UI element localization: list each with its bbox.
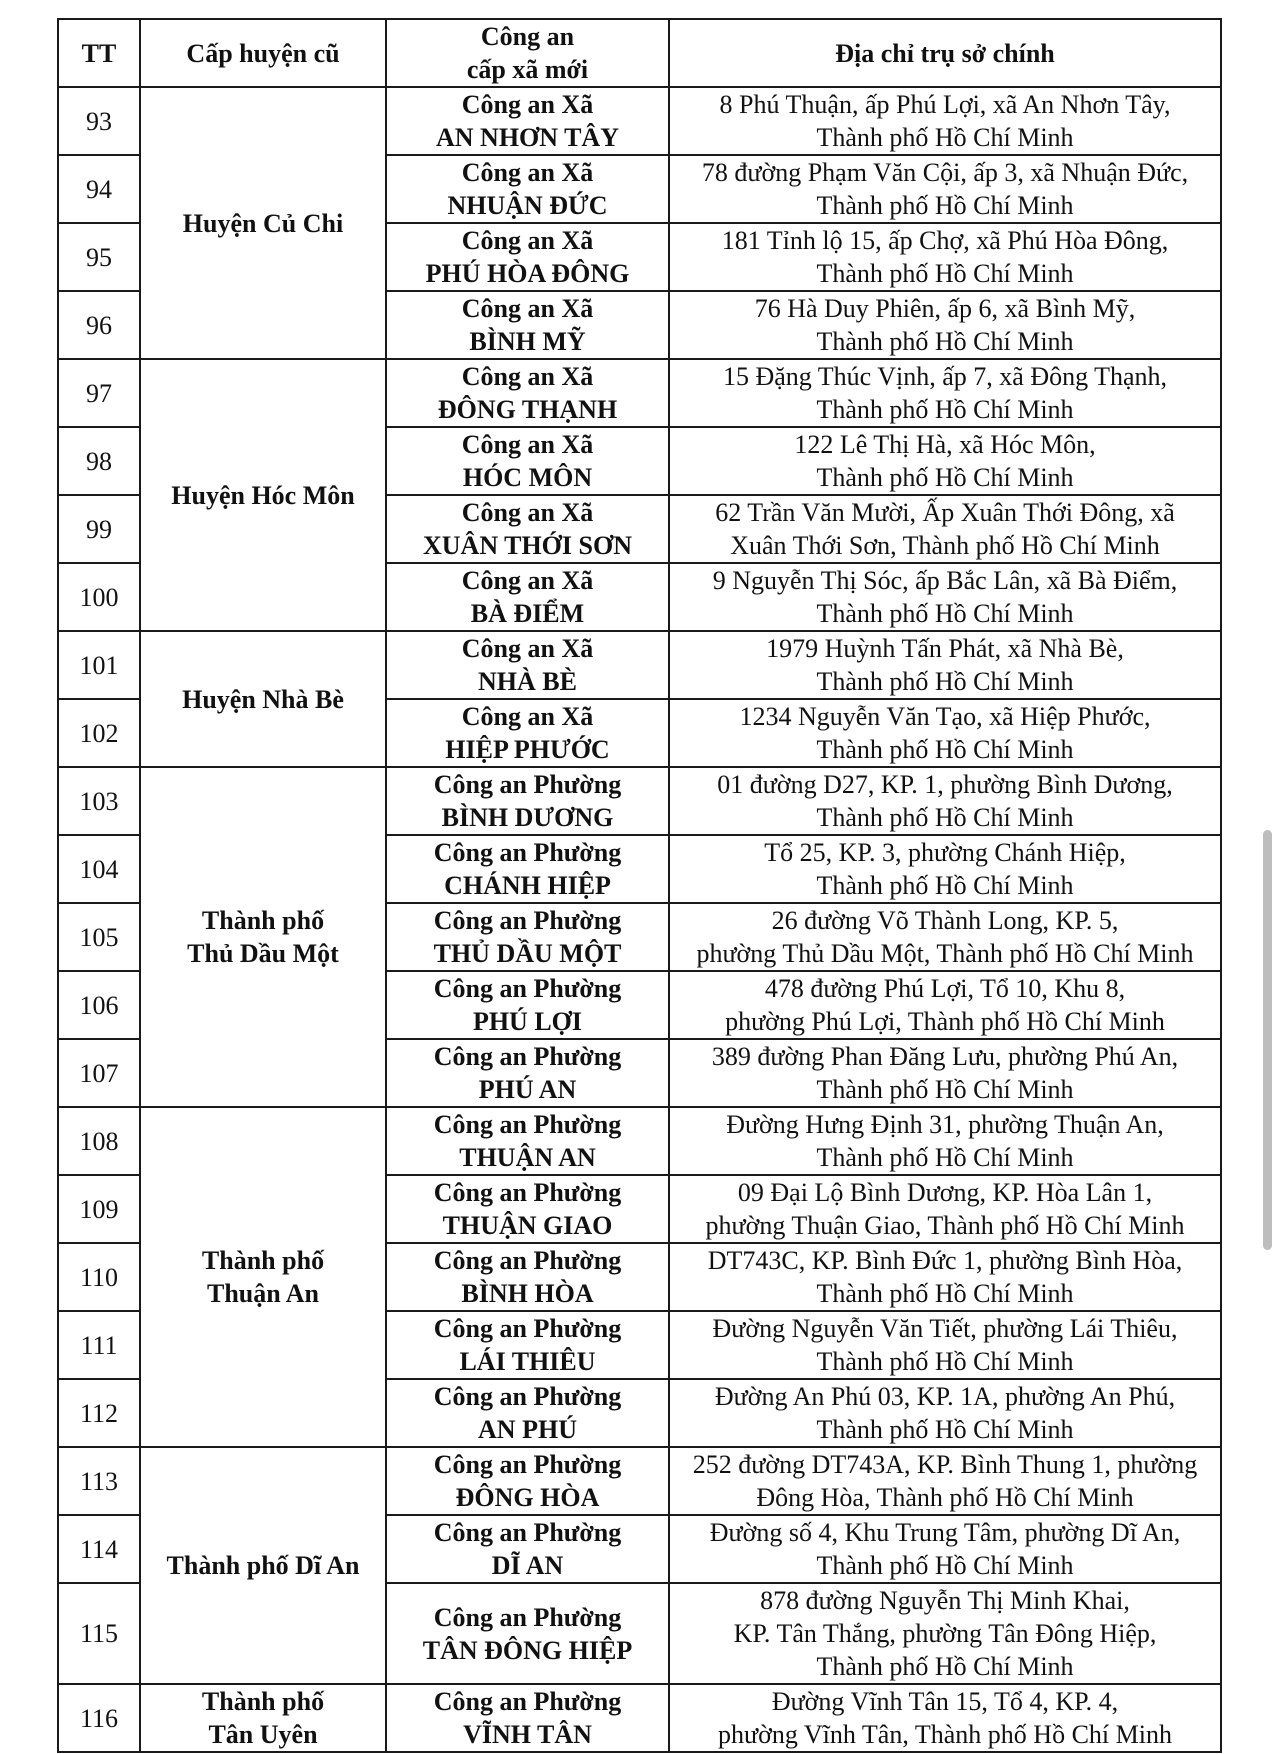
address-line: Thành phố Hồ Chí Minh xyxy=(816,1143,1074,1172)
scrollbar-thumb[interactable] xyxy=(1263,830,1272,1250)
row-number: 99 xyxy=(58,495,140,563)
row-number: 110 xyxy=(58,1243,140,1311)
unit-name: DĨ AN xyxy=(491,1551,564,1580)
new-unit-cell xyxy=(386,1515,669,1583)
row-number: 112 xyxy=(58,1379,140,1447)
address-line: Thành phố Hồ Chí Minh xyxy=(816,1652,1074,1681)
address-line: Thành phố Hồ Chí Minh xyxy=(816,735,1074,764)
row-number: 101 xyxy=(58,631,140,699)
unit-type: Công an Xã xyxy=(461,498,594,527)
address-line: 181 Tỉnh lộ 15, ấp Chợ, xã Phú Hòa Đông, xyxy=(721,226,1169,255)
unit-name: NHÀ BÈ xyxy=(478,667,577,696)
address-line: 78 đường Phạm Văn Cội, ấp 3, xã Nhuận Đức, xyxy=(701,158,1189,187)
address-line: 122 Lê Thị Hà, xã Hóc Môn, xyxy=(794,430,1096,459)
unit-name: BÌNH MỸ xyxy=(469,327,586,356)
address-cell xyxy=(669,1515,1221,1583)
address-cell xyxy=(669,359,1221,427)
new-unit-cell xyxy=(386,699,669,767)
unit-name: PHÚ HÒA ĐÔNG xyxy=(425,259,630,288)
address-line: Thành phố Hồ Chí Minh xyxy=(816,123,1074,152)
new-unit-cell xyxy=(386,1107,669,1175)
address-line: 09 Đại Lộ Bình Dương, KP. Hòa Lân 1, xyxy=(737,1178,1153,1207)
address-line: phường Phú Lợi, Thành phố Hồ Chí Minh xyxy=(725,1007,1165,1036)
address-line: Thành phố Hồ Chí Minh xyxy=(816,803,1074,832)
address-cell xyxy=(669,1379,1221,1447)
new-unit-cell xyxy=(386,1243,669,1311)
new-unit-cell xyxy=(386,903,669,971)
new-unit-cell xyxy=(386,291,669,359)
address-line: Tổ 25, KP. 3, phường Chánh Hiệp, xyxy=(764,838,1126,867)
old-district-cell xyxy=(140,359,386,631)
address-line: Đường Nguyễn Văn Tiết, phường Lái Thiêu, xyxy=(712,1314,1178,1343)
address-line: Đường An Phú 03, KP. 1A, phường An Phú, xyxy=(714,1382,1176,1411)
unit-type: Công an Phường xyxy=(433,838,622,867)
address-line: 9 Nguyễn Thị Sóc, ấp Bắc Lân, xã Bà Điểm, xyxy=(712,566,1178,595)
old-district-cell xyxy=(140,631,386,767)
address-line: 389 đường Phan Đăng Lưu, phường Phú An, xyxy=(711,1042,1179,1071)
unit-name: LÁI THIÊU xyxy=(459,1347,596,1376)
row-number: 113 xyxy=(58,1447,140,1515)
address-cell xyxy=(669,971,1221,1039)
unit-type: Công an Xã xyxy=(461,90,594,119)
unit-name: THUẬN AN xyxy=(459,1143,596,1172)
table-row xyxy=(58,631,1221,699)
row-number: 103 xyxy=(58,767,140,835)
new-unit-cell xyxy=(386,767,669,835)
address-line: Đông Hòa, Thành phố Hồ Chí Minh xyxy=(756,1483,1134,1512)
new-unit-cell xyxy=(386,1684,669,1752)
new-unit-cell xyxy=(386,1311,669,1379)
unit-name: PHÚ LỢI xyxy=(472,1007,583,1036)
address-line: Thành phố Hồ Chí Minh xyxy=(816,871,1074,900)
old-district-line1: Thành phố xyxy=(201,906,325,935)
address-cell xyxy=(669,699,1221,767)
old-district-line2: Thuận An xyxy=(206,1279,320,1308)
row-number: 98 xyxy=(58,427,140,495)
address-cell xyxy=(669,631,1221,699)
unit-name: BÌNH HÒA xyxy=(461,1279,594,1308)
new-unit-cell xyxy=(386,359,669,427)
new-unit-cell xyxy=(386,87,669,155)
unit-type: Công an Xã xyxy=(461,294,594,323)
address-line: 01 đường D27, KP. 1, phường Bình Dương, xyxy=(717,770,1173,799)
table-header-row xyxy=(58,19,1221,87)
new-unit-cell xyxy=(386,631,669,699)
address-line: Thành phố Hồ Chí Minh xyxy=(816,395,1074,424)
address-cell xyxy=(669,87,1221,155)
address-line: 26 đường Võ Thành Long, KP. 5, xyxy=(771,906,1119,935)
address-line: Xuân Thới Sơn, Thành phố Hồ Chí Minh xyxy=(730,531,1160,560)
address-line: phường Vĩnh Tân, Thành phố Hồ Chí Minh xyxy=(718,1720,1172,1749)
address-cell xyxy=(669,427,1221,495)
unit-type: Công an Xã xyxy=(461,226,594,255)
address-cell xyxy=(669,563,1221,631)
address-line: Thành phố Hồ Chí Minh xyxy=(816,191,1074,220)
unit-type: Công an Phường xyxy=(433,1246,622,1275)
police-address-table xyxy=(57,18,1222,1753)
unit-name: BÀ ĐIỂM xyxy=(470,599,585,628)
unit-type: Công an Phường xyxy=(433,1687,622,1716)
new-unit-cell xyxy=(386,1583,669,1684)
old-district-line2: Thủ Dầu Một xyxy=(187,939,339,968)
address-line: phường Thuận Giao, Thành phố Hồ Chí Minh xyxy=(705,1211,1185,1240)
document-page xyxy=(57,18,1220,1753)
unit-name: PHÚ AN xyxy=(478,1075,577,1104)
row-number: 107 xyxy=(58,1039,140,1107)
address-line: Thành phố Hồ Chí Minh xyxy=(816,1279,1074,1308)
address-line: 8 Phú Thuận, ấp Phú Lợi, xã An Nhơn Tây, xyxy=(719,90,1171,119)
row-number: 115 xyxy=(58,1583,140,1684)
address-line: Đường số 4, Khu Trung Tâm, phường Dĩ An, xyxy=(709,1518,1181,1547)
unit-name: ĐÔNG THẠNH xyxy=(437,395,618,424)
table-row xyxy=(58,1107,1221,1175)
address-cell xyxy=(669,1039,1221,1107)
unit-name: ĐÔNG HÒA xyxy=(455,1483,600,1512)
address-cell xyxy=(669,1684,1221,1752)
unit-name: AN PHÚ xyxy=(478,1415,577,1444)
unit-type: Công an Phường xyxy=(433,1314,622,1343)
unit-name: TÂN ĐÔNG HIỆP xyxy=(422,1635,633,1665)
address-cell xyxy=(669,155,1221,223)
address-cell xyxy=(669,767,1221,835)
address-line: Thành phố Hồ Chí Minh xyxy=(816,1415,1074,1444)
unit-type: Công an Phường xyxy=(433,1110,622,1139)
unit-type: Công an Phường xyxy=(433,1382,622,1411)
address-line: Đường Vĩnh Tân 15, Tổ 4, KP. 4, xyxy=(771,1687,1119,1716)
address-line: DT743C, KP. Bình Đức 1, phường Bình Hòa, xyxy=(707,1246,1183,1275)
new-unit-cell xyxy=(386,1039,669,1107)
old-district-cell xyxy=(140,1107,386,1447)
address-cell xyxy=(669,835,1221,903)
new-unit-cell xyxy=(386,223,669,291)
unit-type: Công an Xã xyxy=(461,634,594,663)
row-number: 96 xyxy=(58,291,140,359)
address-line: Thành phố Hồ Chí Minh xyxy=(816,1551,1074,1580)
row-number: 102 xyxy=(58,699,140,767)
table-row xyxy=(58,359,1221,427)
new-unit-cell xyxy=(386,835,669,903)
unit-type: Công an Phường xyxy=(433,906,622,935)
unit-type: Công an Phường xyxy=(433,1178,622,1207)
old-district-cell xyxy=(140,1684,386,1752)
old-district-cell xyxy=(140,767,386,1107)
address-line: 76 Hà Duy Phiên, ấp 6, xã Bình Mỹ, xyxy=(754,294,1136,323)
new-unit-cell xyxy=(386,495,669,563)
unit-type: Công an Xã xyxy=(461,158,594,187)
header-old-district: Cấp huyện cũ xyxy=(140,19,386,87)
unit-name: HÓC MÔN xyxy=(462,463,593,492)
unit-name: BÌNH DƯƠNG xyxy=(441,803,614,832)
address-line: Thành phố Hồ Chí Minh xyxy=(816,667,1074,696)
old-district-line1: Thành phố xyxy=(201,1687,325,1716)
address-line: Thành phố Hồ Chí Minh xyxy=(816,1347,1074,1376)
address-cell xyxy=(669,903,1221,971)
old-district-line1: Huyện Củ Chi xyxy=(182,208,344,238)
row-number: 104 xyxy=(58,835,140,903)
header-new-unit-line1: Công an xyxy=(480,22,575,51)
unit-name: VĨNH TÂN xyxy=(463,1720,592,1749)
table-body xyxy=(58,87,1221,1752)
unit-type: Công an Phường xyxy=(433,1450,622,1479)
address-cell xyxy=(669,1175,1221,1243)
new-unit-cell xyxy=(386,971,669,1039)
row-number: 100 xyxy=(58,563,140,631)
address-line: phường Thủ Dầu Một, Thành phố Hồ Chí Minh xyxy=(696,939,1194,968)
address-line: 15 Đặng Thúc Vịnh, ấp 7, xã Đông Thạnh, xyxy=(722,362,1168,391)
unit-type: Công an Phường xyxy=(433,770,622,799)
row-number: 114 xyxy=(58,1515,140,1583)
address-cell xyxy=(669,1583,1221,1684)
address-cell xyxy=(669,1243,1221,1311)
row-number: 116 xyxy=(58,1684,140,1752)
old-district-cell xyxy=(140,1447,386,1684)
address-line: Thành phố Hồ Chí Minh xyxy=(816,327,1074,356)
address-cell xyxy=(669,1107,1221,1175)
header-new-unit xyxy=(386,19,669,87)
new-unit-cell xyxy=(386,1447,669,1515)
address-line: Đường Hưng Định 31, phường Thuận An, xyxy=(726,1110,1164,1139)
unit-name: THUẬN GIAO xyxy=(442,1211,613,1240)
unit-type: Công an Xã xyxy=(461,362,594,391)
new-unit-cell xyxy=(386,1379,669,1447)
row-number: 105 xyxy=(58,903,140,971)
header-tt: TT xyxy=(58,19,140,87)
old-district-line2: Tân Uyên xyxy=(208,1720,318,1749)
old-district-line1: Thành phố Dĩ An xyxy=(166,1551,360,1580)
table-row xyxy=(58,767,1221,835)
row-number: 93 xyxy=(58,87,140,155)
old-district-line1: Huyện Nhà Bè xyxy=(182,684,344,714)
unit-name: CHÁNH HIỆP xyxy=(444,871,611,900)
address-line: Thành phố Hồ Chí Minh xyxy=(816,1075,1074,1104)
table-row xyxy=(58,1447,1221,1515)
address-cell xyxy=(669,1311,1221,1379)
table-row xyxy=(58,87,1221,155)
address-cell xyxy=(669,1447,1221,1515)
address-line: Thành phố Hồ Chí Minh xyxy=(816,599,1074,628)
row-number: 111 xyxy=(58,1311,140,1379)
row-number: 106 xyxy=(58,971,140,1039)
unit-name: AN NHƠN TÂY xyxy=(436,123,619,152)
address-line: Thành phố Hồ Chí Minh xyxy=(816,463,1074,492)
unit-name: NHUẬN ĐỨC xyxy=(447,191,608,220)
unit-name: THỦ DẦU MỘT xyxy=(433,939,622,968)
unit-type: Công an Xã xyxy=(461,430,594,459)
unit-name: HIỆP PHƯỚC xyxy=(445,735,610,764)
unit-type: Công an Phường xyxy=(433,974,622,1003)
address-line: 252 đường DT743A, KP. Bình Thung 1, phường xyxy=(692,1450,1198,1479)
new-unit-cell xyxy=(386,1175,669,1243)
row-number: 109 xyxy=(58,1175,140,1243)
unit-type: Công an Phường xyxy=(433,1042,622,1071)
row-number: 108 xyxy=(58,1107,140,1175)
unit-type: Công an Xã xyxy=(461,566,594,595)
header-address: Địa chỉ trụ sở chính xyxy=(669,19,1221,87)
address-cell xyxy=(669,223,1221,291)
address-line: 478 đường Phú Lợi, Tổ 10, Khu 8, xyxy=(764,974,1126,1003)
old-district-line1: Thành phố xyxy=(201,1246,325,1275)
address-cell xyxy=(669,291,1221,359)
address-line: 878 đường Nguyễn Thị Minh Khai, xyxy=(760,1586,1130,1615)
new-unit-cell xyxy=(386,427,669,495)
address-line: KP. Tân Thắng, phường Tân Đông Hiệp, xyxy=(733,1619,1157,1648)
unit-type: Công an Xã xyxy=(461,702,594,731)
old-district-line1: Huyện Hóc Môn xyxy=(171,480,355,510)
unit-type: Công an Phường xyxy=(433,1602,622,1632)
address-line: 62 Trần Văn Mười, Ấp Xuân Thới Đông, xã xyxy=(715,498,1175,527)
unit-type: Công an Phường xyxy=(433,1518,622,1547)
address-line: Thành phố Hồ Chí Minh xyxy=(816,259,1074,288)
old-district-cell xyxy=(140,87,386,359)
new-unit-cell xyxy=(386,563,669,631)
row-number: 97 xyxy=(58,359,140,427)
row-number: 94 xyxy=(58,155,140,223)
address-line: 1234 Nguyễn Văn Tạo, xã Hiệp Phước, xyxy=(739,702,1151,731)
address-cell xyxy=(669,495,1221,563)
row-number: 95 xyxy=(58,223,140,291)
header-new-unit-line2: cấp xã mới xyxy=(466,55,589,84)
table-row xyxy=(58,1684,1221,1752)
unit-name: XUÂN THỚI SƠN xyxy=(422,531,632,560)
new-unit-cell xyxy=(386,155,669,223)
address-line: 1979 Huỳnh Tấn Phát, xã Nhà Bè, xyxy=(766,634,1124,663)
